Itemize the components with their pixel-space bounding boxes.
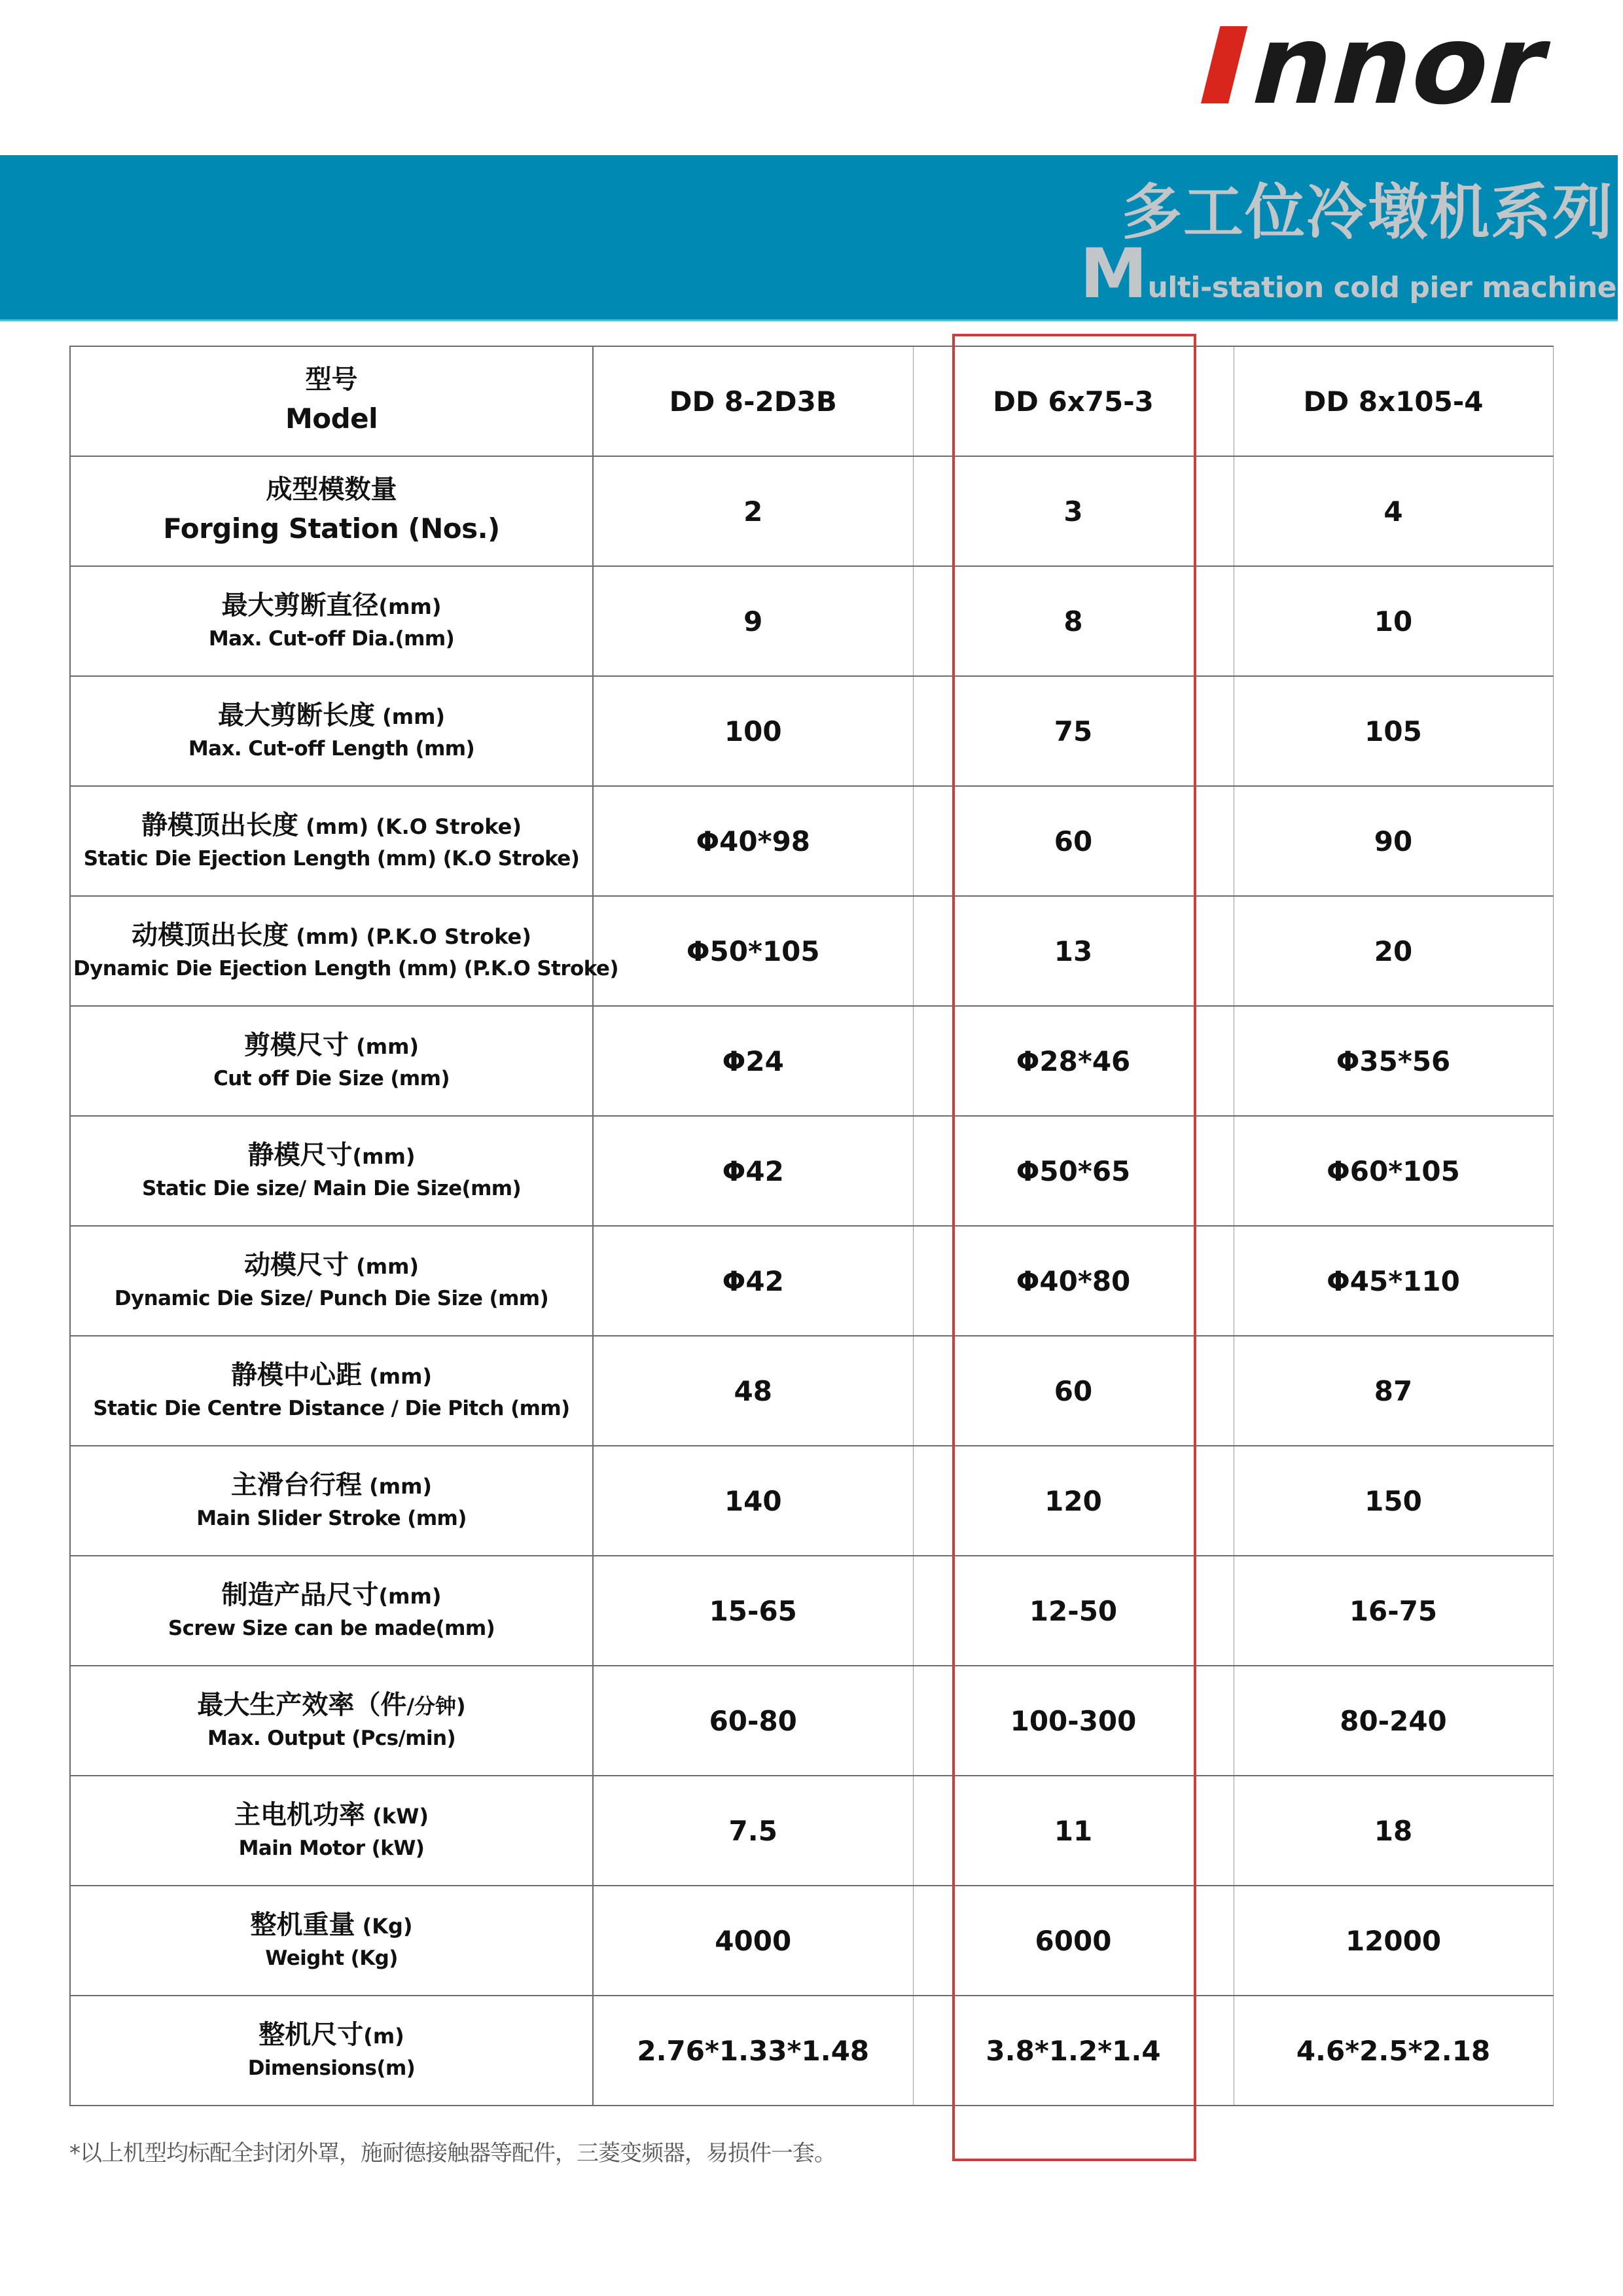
row-label-cell — [70, 566, 593, 676]
table-row — [70, 1666, 1553, 1776]
value-cell — [593, 1006, 913, 1116]
row-label-cell — [70, 786, 593, 896]
row-label-cn — [73, 2017, 590, 2053]
table-row — [70, 786, 1553, 896]
table-row — [70, 1996, 1553, 2106]
row-label-cell — [70, 1886, 593, 1996]
cell-value: 140 — [724, 1484, 782, 1517]
row-label-cell — [70, 676, 593, 786]
row-label-cn-text: 最大生产效率（件 — [197, 1689, 407, 1720]
row-label-cn-unit: (mm) — [378, 594, 442, 619]
value-cell-highlighted — [913, 1996, 1234, 2106]
row-label-cn-text: 动模尺寸 — [243, 1249, 349, 1280]
row-label-cn — [73, 1907, 590, 1943]
model-name: DD 6x75-3 — [993, 385, 1154, 418]
table-row — [70, 676, 1553, 786]
value-cell-highlighted — [913, 1776, 1234, 1886]
cell-value: 2 — [743, 495, 763, 528]
row-label-cn-unit: (mm) — [348, 1253, 419, 1279]
value-cell — [1234, 1006, 1553, 1116]
cell-value: 105 — [1364, 715, 1422, 747]
row-label-cn-unit: (m) — [363, 2023, 404, 2049]
value-cell-highlighted — [913, 1226, 1234, 1336]
value-cell — [593, 1996, 913, 2106]
cell-value: Φ42 — [722, 1155, 784, 1187]
table-header-row — [70, 346, 1553, 456]
cell-value: Φ28*46 — [1016, 1045, 1131, 1077]
cell-value: Φ45*110 — [1327, 1265, 1460, 1297]
row-label-en: Cut off Die Size (mm) — [213, 1066, 450, 1090]
row-label-cn-unit: (mm) — [348, 1033, 419, 1059]
row-label-en: Weight (Kg) — [265, 1946, 398, 1970]
table-row — [70, 1886, 1553, 1996]
cell-value: 2.76*1.33*1.48 — [637, 2034, 870, 2067]
value-cell — [1234, 1226, 1553, 1336]
table-row — [70, 1226, 1553, 1336]
value-cell — [593, 566, 913, 676]
row-label-cn-unit: (Kg) — [355, 1913, 413, 1939]
row-label-en: Max. Cut-off Dia.(mm) — [208, 626, 455, 651]
row-label-cell — [70, 1446, 593, 1556]
cell-value: Φ24 — [722, 1045, 784, 1077]
value-cell — [593, 676, 913, 786]
value-cell-highlighted — [913, 896, 1234, 1006]
cell-value: 8 — [1063, 605, 1083, 637]
cell-value: 150 — [1364, 1484, 1422, 1517]
row-label-cn — [73, 1028, 590, 1063]
spec-table — [69, 346, 1554, 2106]
row-label-cn-unit: (mm) — [361, 1473, 433, 1499]
row-label-cn-text: 静模尺寸 — [247, 1139, 353, 1170]
value-cell-highlighted — [913, 456, 1234, 566]
row-label-cn — [73, 1138, 590, 1173]
table-row — [70, 456, 1553, 566]
innor-logo — [1201, 1, 1563, 129]
cell-value: 13 — [1054, 935, 1093, 967]
row-label-cn-unit: (mm) — [352, 1143, 416, 1169]
banner-title-rest: ulti-station cold pier machine — [1147, 270, 1616, 304]
value-cell — [593, 1116, 913, 1226]
model-cell — [593, 346, 913, 456]
row-label-en: Dynamic Die Size/ Punch Die Size (mm) — [114, 1286, 549, 1310]
value-cell — [1234, 1996, 1553, 2106]
row-label-en: Screw Size can be made(mm) — [168, 1616, 495, 1640]
row-label-cell — [70, 1666, 593, 1776]
row-label-cn — [73, 918, 590, 953]
row-label-cn — [73, 698, 590, 733]
row-label-en: Dimensions(m) — [247, 2056, 416, 2080]
table-row — [70, 1446, 1553, 1556]
cell-value: 11 — [1054, 1814, 1093, 1847]
footnote: *以上机型均标配全封闭外罩，施耐德接触器等配件，三菱变频器，易损件一套。 — [69, 2140, 836, 2166]
cell-value: 10 — [1374, 605, 1413, 637]
cell-value: 75 — [1054, 715, 1093, 747]
cell-value: 60 — [1054, 825, 1093, 857]
cell-value: Φ40*80 — [1016, 1265, 1131, 1297]
row-label-cell — [70, 1116, 593, 1226]
cell-value: 9 — [743, 605, 763, 637]
row-label-cn-text: 主电机功率 — [234, 1799, 366, 1830]
value-cell — [593, 1336, 913, 1446]
row-label-cn-text: 制造产品尺寸 — [221, 1579, 379, 1610]
row-label-cn-text: 主滑台行程 — [230, 1469, 362, 1500]
cell-value: 60 — [1054, 1374, 1093, 1407]
cell-value: 100 — [724, 715, 782, 747]
value-cell — [593, 896, 913, 1006]
value-cell — [1234, 1666, 1553, 1776]
value-cell — [1234, 676, 1553, 786]
cell-value: 16-75 — [1349, 1594, 1438, 1627]
cell-value: Φ50*65 — [1016, 1155, 1131, 1187]
row-label-en: Max. Cut-off Length (mm) — [188, 736, 475, 761]
row-label-en: Static Die Centre Distance / Die Pitch (mm) — [93, 1396, 570, 1420]
cell-value: Φ35*56 — [1336, 1045, 1451, 1077]
value-cell-highlighted — [913, 566, 1234, 676]
cell-value: Φ50*105 — [686, 935, 820, 967]
row-label-en: Static Die size/ Main Die Size(mm) — [141, 1176, 522, 1200]
value-cell — [1234, 1556, 1553, 1666]
cell-value: 3 — [1063, 495, 1083, 528]
cell-value: 4.6*2.5*2.18 — [1296, 2034, 1491, 2067]
value-cell — [1234, 456, 1553, 566]
row-label-cn-text: 静模中心距 — [230, 1359, 362, 1390]
value-cell — [593, 1886, 913, 1996]
title-banner — [0, 155, 1618, 321]
table-row — [70, 566, 1553, 676]
cell-value: 4000 — [715, 1924, 792, 1957]
header-label-cn: 型号 — [305, 365, 358, 395]
logo-red-i — [1201, 26, 1247, 103]
cell-value: 7.5 — [728, 1814, 777, 1847]
row-label-cn-unit: /分钟) — [406, 1693, 466, 1719]
logo-text: nnor — [1239, 1, 1563, 129]
row-label-cell — [70, 896, 618, 1006]
banner-title-initial: M — [1079, 234, 1148, 314]
row-label-cn — [73, 1357, 590, 1393]
value-cell — [1234, 1776, 1553, 1886]
row-label-en: Main Motor (kW) — [238, 1836, 425, 1860]
row-label-cn-text: 成型模数量 — [266, 475, 397, 505]
row-label-en: Max. Output (Pcs/min) — [207, 1726, 456, 1750]
row-label-cn — [73, 1247, 590, 1283]
model-name: DD 8-2D3B — [669, 385, 837, 418]
row-label-cell — [70, 1776, 593, 1886]
row-label-cn-text: 整机尺寸 — [259, 2019, 364, 2050]
value-cell — [593, 1226, 913, 1336]
table-row — [70, 1776, 1553, 1886]
value-cell-highlighted — [913, 1116, 1234, 1226]
cell-value: 90 — [1374, 825, 1413, 857]
row-label-en: Main Slider Stroke (mm) — [196, 1506, 467, 1530]
row-label-cn-unit: (mm) (P.K.O Stroke) — [289, 924, 531, 949]
row-label-cn-text: 整机重量 — [250, 1909, 355, 1940]
model-name: DD 8x105-4 — [1303, 385, 1484, 418]
value-cell — [1234, 566, 1553, 676]
row-label-cn — [73, 1797, 590, 1833]
value-cell-highlighted — [913, 1006, 1234, 1116]
cell-value: 48 — [734, 1374, 772, 1407]
cell-value: 3.8*1.2*1.4 — [986, 2034, 1161, 2067]
row-label-en: Dynamic Die Ejection Length (mm) (P.K.O Stroke) — [73, 956, 618, 980]
value-cell — [1234, 896, 1553, 1006]
value-cell — [1234, 1336, 1553, 1446]
value-cell — [593, 786, 913, 896]
value-cell — [1234, 1446, 1553, 1556]
value-cell-highlighted — [913, 1556, 1234, 1666]
row-label-cell — [70, 1006, 593, 1116]
header-label-en: Model — [285, 403, 378, 435]
banner-title-chinese: 多工位冷墩机系列 — [1121, 177, 1614, 247]
cell-value: 12-50 — [1029, 1594, 1118, 1627]
table-row — [70, 1556, 1553, 1666]
value-cell — [593, 1556, 913, 1666]
value-cell-highlighted — [913, 1666, 1234, 1776]
value-cell-highlighted — [913, 786, 1234, 896]
row-label-cell — [70, 456, 593, 566]
row-label-en: Forging Station (Nos.) — [163, 512, 500, 545]
row-label-cn-unit: (kW) — [365, 1803, 429, 1829]
row-label-cell — [70, 1226, 593, 1336]
row-label-cn-text: 动模顶出长度 — [132, 920, 289, 950]
row-label-cn — [73, 1467, 590, 1503]
cell-value: 18 — [1374, 1814, 1413, 1847]
table-row — [70, 1336, 1553, 1446]
model-cell-highlighted — [913, 346, 1234, 456]
value-cell — [593, 1666, 913, 1776]
table-row — [70, 1006, 1553, 1116]
banner-title-english — [1079, 234, 1616, 314]
row-label-cn — [73, 1577, 590, 1613]
row-label-cell — [70, 1996, 593, 2106]
cell-value: 15-65 — [709, 1594, 797, 1627]
row-label-cn-unit: (mm) — [378, 1583, 442, 1609]
cell-value: Φ60*105 — [1327, 1155, 1460, 1187]
cell-value: 20 — [1374, 935, 1413, 967]
row-label-cn-unit: (mm) (K.O Stroke) — [298, 814, 522, 839]
cell-value: 87 — [1374, 1374, 1413, 1407]
value-cell — [593, 1446, 913, 1556]
row-label-cn — [73, 588, 590, 623]
value-cell-highlighted — [913, 1336, 1234, 1446]
cell-value: 100-300 — [1010, 1704, 1137, 1737]
model-cell — [1234, 346, 1553, 456]
cell-value: 60-80 — [709, 1704, 797, 1737]
value-cell-highlighted — [913, 1886, 1234, 1996]
row-label-cn — [73, 808, 590, 843]
row-label-cn-text: 剪模尺寸 — [243, 1030, 349, 1060]
row-label-cn-unit: (mm) — [374, 704, 446, 729]
value-cell-highlighted — [913, 1446, 1234, 1556]
value-cell — [1234, 1116, 1553, 1226]
cell-value: 120 — [1044, 1484, 1102, 1517]
cell-value: 80-240 — [1340, 1704, 1447, 1737]
row-label-cn-text: 静模顶出长度 — [141, 810, 298, 840]
cell-value: Φ42 — [722, 1265, 784, 1297]
row-label-en: Static Die Ejection Length (mm) (K.O Stroke) — [83, 846, 580, 870]
row-label-cn-unit: (mm) — [361, 1363, 433, 1389]
value-cell — [593, 1776, 913, 1886]
cell-value: 6000 — [1035, 1924, 1112, 1957]
table-row — [70, 896, 1553, 1006]
value-cell — [1234, 1886, 1553, 1996]
cell-value: 12000 — [1345, 1924, 1442, 1957]
value-cell — [593, 456, 913, 566]
row-label-cn-text: 最大剪断直径 — [221, 590, 379, 620]
row-label-cell — [70, 1556, 593, 1666]
row-label-cell — [70, 1336, 593, 1446]
value-cell-highlighted — [913, 676, 1234, 786]
table-row — [70, 1116, 1553, 1226]
header-label-cell — [70, 346, 593, 456]
row-label-cn-text: 最大剪断长度 — [217, 700, 375, 730]
value-cell — [1234, 786, 1553, 896]
row-label-cn — [73, 1687, 590, 1723]
row-label-cn — [73, 472, 590, 507]
cell-value: 4 — [1383, 495, 1403, 528]
cell-value: Φ40*98 — [696, 825, 811, 857]
